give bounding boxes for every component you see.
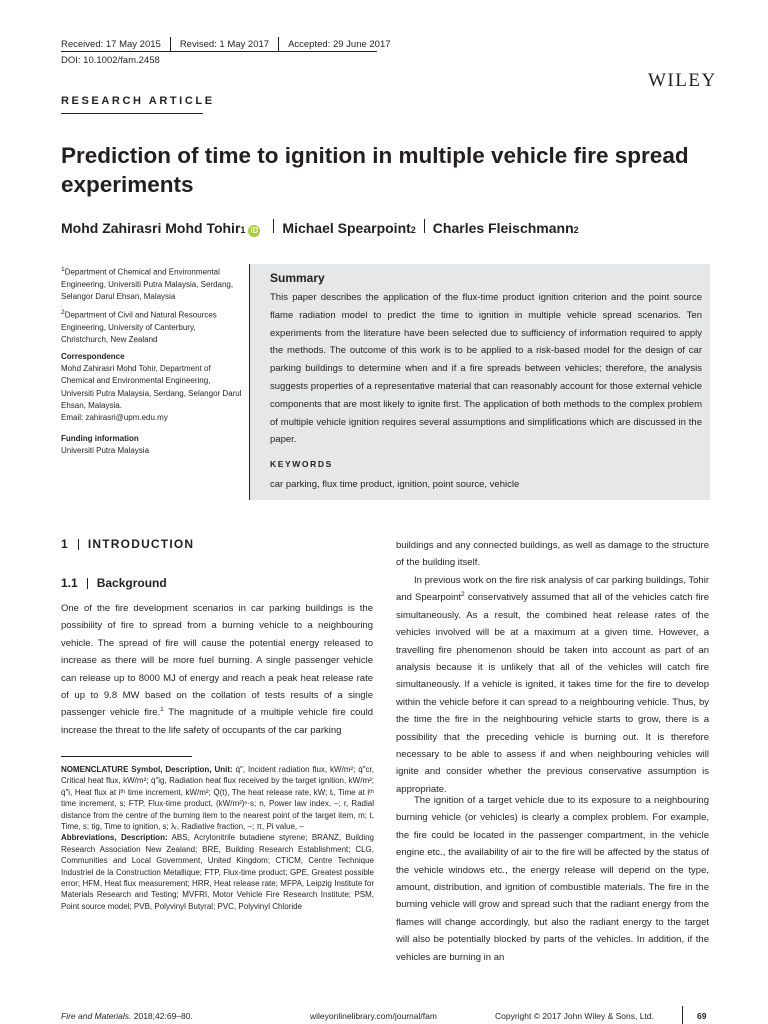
copyright: Copyright © 2017 John Wiley & Sons, Ltd.: [495, 1011, 654, 1021]
funding-info: [61, 433, 243, 457]
body-text: conservatively assumed that all of the vehicles catch fire simultaneously. As a result, the combined heat release rates of the vehicles involved will be at a maximum at a given time. However, a travelling fire phenomenon should be taken into account as part of an analysis because it is unlikely that all of the vehicles will catch fire simultaneously. If a vehicle is ignited, it takes time for the fire to develop within the vehicle before it can spread to a neighbouring vehicle. Thus, by the time the fire in the neighbouring vehicle starts to grow, there is a possibility that the preceding vehicle is burning out. It is therefore necessary to be able to assess if and when neighbouring vehicles will ignite and consider whether the previous conservative assumption is appropriate.: [396, 592, 709, 795]
author-affiliation-mark: 2: [573, 225, 579, 235]
affiliation-2: [61, 307, 243, 346]
subsection-title: Background: [96, 576, 167, 590]
paper-title: Prediction of time to ignition in multiple vehicle fire spread experiments: [61, 143, 689, 197]
divider: [682, 1006, 683, 1024]
correspondence-email[interactable]: Email: zahirasri@upm.edu.my: [61, 413, 168, 423]
divider: [278, 37, 279, 51]
author-name[interactable]: Charles Fleischmann: [432, 220, 574, 236]
funding-heading: Funding information: [61, 434, 139, 443]
divider: [61, 756, 192, 757]
divider: [87, 578, 88, 589]
author-affiliation-mark: 1: [240, 225, 246, 235]
accepted-date: Accepted: 29 June 2017: [288, 38, 391, 50]
revised-date: Revised: 1 May 2017: [179, 38, 270, 50]
author-name[interactable]: Michael Spearpoint: [282, 220, 411, 236]
body-paragraph: [61, 600, 373, 739]
page-number: 69: [697, 1011, 707, 1021]
doi[interactable]: DOI: 10.1002/fam.2458: [61, 55, 160, 66]
divider: [424, 219, 425, 233]
funding-text: Universiti Putra Malaysia: [61, 446, 150, 456]
publisher-logo: WILEY: [648, 70, 717, 91]
summary-heading: Summary: [270, 271, 325, 285]
abbreviations-heading: Abbreviations, Description:: [61, 833, 168, 843]
divider: [61, 51, 377, 52]
subsection-number: 1.1: [61, 576, 78, 590]
orcid-icon[interactable]: iD: [250, 226, 259, 235]
citation-mark[interactable]: 2: [461, 591, 465, 599]
summary-text: This paper describes the application of the flux-time product ignition criterion and the point source flame radiation model to predict the time to ignition in multiple vehicle spread scenarios. Ten experiments from the literature have been selected due to sufficiency of information required to apply the methods. The outcome of this work is to be applied to a risk-based model for the design of car parking buildings to determine when and if a fire spreads between vehicles; therefore, the analysis suggests properties of a representative material that can reasonably account for those external vehicle components that are most likely to ignite first. The application of both methods to the complex problem of multiple vehicle ignition requires several assumptions and simplifications which are discussed in the paper.: [270, 292, 702, 446]
body-paragraph: The ignition of a target vehicle due to its exposure to a neighbouring burning vehicle (or vehicles) is clearly a complex problem. For example, the fire could be located in the passenger compartment, in the vehicle engine etc., the availability of air to the fire will be affected by the status of the vehicle windows etc., the energy release will depend on the type, amount, distribution, and ignition of combustible materials. The fire in the burning vehicle will grow and spread such that the radiant energy from the flames will change accordingly, but also the radiant energy to the target will also be potentially blocked by parts of the vehicles. In addition, if the vehicles are burning in an: [396, 795, 709, 963]
section-heading: [61, 537, 194, 551]
nomenclature-footnote: [61, 764, 374, 912]
citation-mark[interactable]: 1: [160, 706, 164, 714]
author-name[interactable]: Mohd Zahirasri Mohd Tohir: [61, 220, 241, 236]
article-type: RESEARCH ARTICLE: [61, 95, 215, 107]
divider: [273, 219, 274, 233]
article-dates: [61, 37, 391, 51]
divider: [78, 539, 79, 550]
keywords-heading: KEYWORDS: [270, 459, 333, 469]
section-title: INTRODUCTION: [87, 537, 195, 551]
correspondence: [61, 351, 243, 424]
keywords: car parking, flux time product, ignition, point source, vehicle: [270, 479, 520, 490]
correspondence-heading: Correspondence: [61, 352, 125, 361]
affiliation-text: Department of Civil and Natural Resources Engineering, University of Canterbury, Christchurch, New Zealand: [61, 310, 217, 345]
abbreviations-text: ABS, Acrylonitrile butadiene styrene; BRANZ, Building Research Association New Zealand; BRE, Building Research Establishment; CLG, Communities and Local Government, United Kingdom; CTICM, Centre Technique Industriel de la Construction Metallique; FTP, Flux-time product; GPE, Greatest possible error; HFM, Heat flux measurement; HRR, Heat release rate; MFPA, Leipzig Institute for Materials Research and Testing; MVFRI, Motor Vehicle Fire Research Institute; PSM, Point source model; PVB, Polyvinyl Butyral; PVC, Polyvinyl Chloride: [61, 833, 374, 911]
divider: [249, 264, 250, 500]
body-text: In previous work on the fire risk analysis of car parking buildings, Tohir and Spearpoint: [396, 575, 709, 604]
journal-name: Fire and Materials.: [61, 1011, 132, 1021]
divider: [61, 113, 203, 114]
subsection-heading: [61, 576, 167, 590]
affiliation-1: [61, 264, 243, 303]
nomenclature-text: q̇″, Incident radiation flux, kW/m²; q̇″cr, Critical heat flux, kW/m²; q̇″ig, Radiation heat flux received by the target ignition, kW/m²; q̇″i, Heat flux at iᵗʰ time increment, kW/m²; Q̇(t), The heat release rate, kW; tᵢ, Time at iᵗʰ time increment, s; FTP, Flux-time product, (kW/m²)ⁿ·s; n, Power law index, –; r, Radial distance from the centre of the burning item to the nearest point of the target item, m; t, Time, s; tig, Time to ignition, s; λᵣ, Radiative fraction, –; π, Pi value, –: [61, 765, 375, 832]
body-text: The magnitude of a multiple vehicle fire could increase the threat to the life safety of occupants of the car parking: [61, 707, 373, 736]
nomenclature-heading: NOMENCLATURE Symbol, Description, Unit:: [61, 765, 233, 774]
affiliation-mark: 2: [61, 309, 65, 316]
author-list: [61, 219, 579, 237]
affiliation-text: Department of Chemical and Environmental Engineering, Universiti Putra Malaysia, Serdang, Selangor Darul Ehsan, Malaysia: [61, 267, 234, 302]
divider: [170, 37, 171, 51]
body-text: One of the fire development scenarios in car parking buildings is the possibility of fire to spread from a burning vehicle to a neighbouring vehicle. The spread of fire will cause the potential energy released to increase as there will be more fuel burning. A single passenger vehicle can release up to 8000 MJ of energy and reach a peak heat release rate of up to 9.8 MW based on the collation of tests results of a single passenger vehicle fire.: [61, 603, 373, 719]
body-paragraph: [396, 572, 709, 798]
affiliation-mark: 1: [61, 266, 65, 273]
journal-volume: 2018;42:69–80.: [131, 1011, 193, 1021]
body-paragraph: buildings and any connected buildings, as well as damage to the structure of the building itself.: [396, 540, 709, 569]
journal-url[interactable]: wileyonlinelibrary.com/journal/fam: [310, 1011, 437, 1021]
correspondence-text: Mohd Zahirasri Mohd Tohir, Department of Chemical and Environmental Engineering, Universiti Putra Malaysia, Serdang, Selangor Darul Ehsan, Malaysia.: [61, 364, 242, 410]
author-affiliation-mark: 2: [410, 225, 416, 235]
journal-citation: [61, 1011, 193, 1021]
received-date: Received: 17 May 2015: [61, 38, 161, 50]
section-number: 1: [61, 537, 69, 551]
